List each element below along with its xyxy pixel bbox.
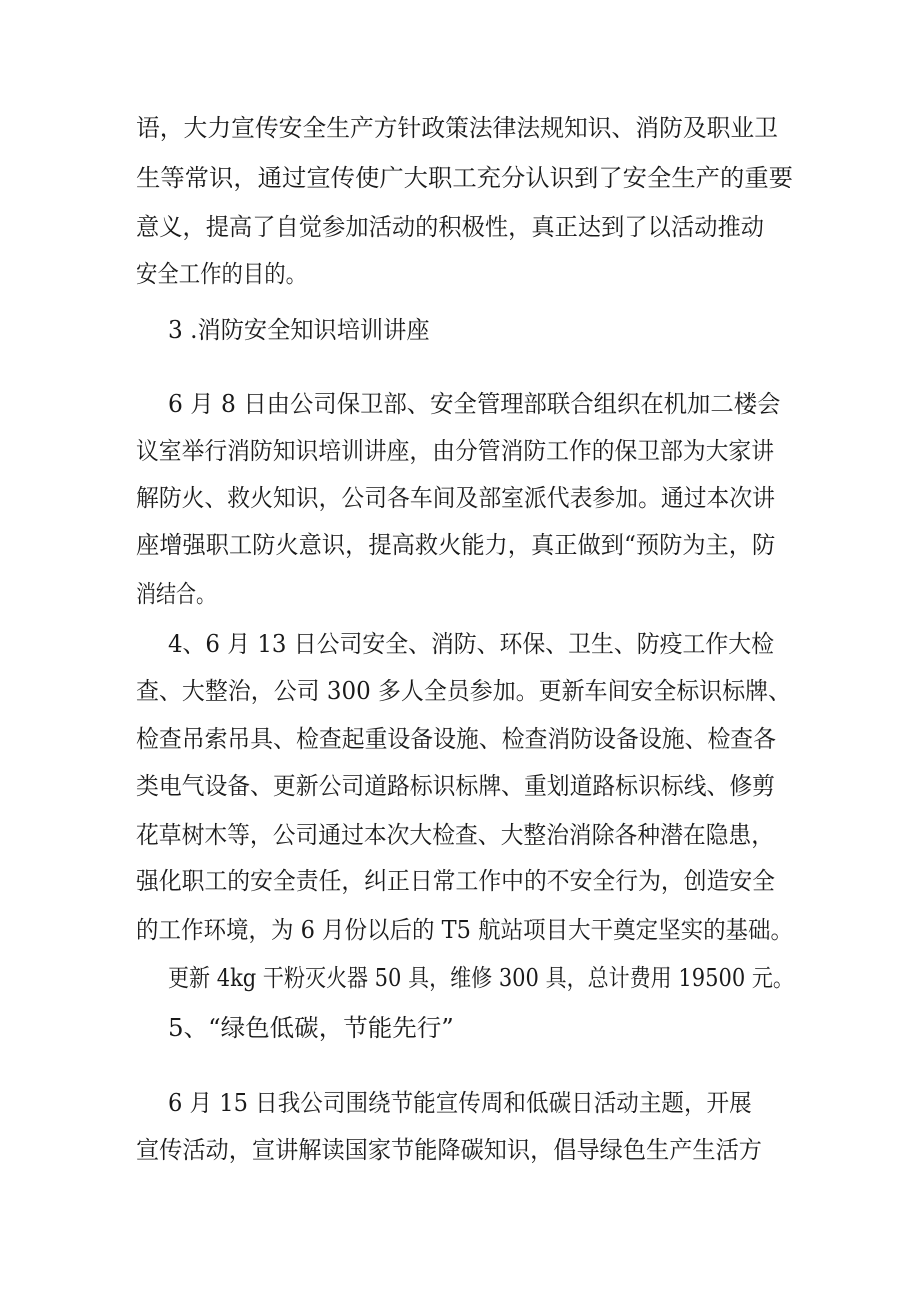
text-line: 查、大整治，公司 300 多人全员参加。更新车间安全标识标牌、 [136, 677, 792, 705]
text-line: 4、6 月 13 日公司安全、消防、环保、卫生、防疫工作大检 [168, 630, 774, 658]
text-line: 解防火、救火知识，公司各车间及部室派代表参加。通过本次讲 [136, 484, 776, 512]
text-line: 生等常识，通过宣传使广大职工充分认识到了安全生产的重要 [136, 164, 794, 192]
text-line: 强化职工的安全责任，纠正日常工作中的不安全行为，创造安全 [136, 867, 776, 895]
text-line: 的工作环境，为 6 月份以后的 T5 航站项目大干奠定坚实的基础。 [136, 916, 794, 944]
text-line: 座增强职工防火意识，提高救火能力，真正做到“预防为主，防 [136, 531, 776, 559]
text-line: 意义，提高了自觉参加活动的积极性，真正达到了以活动推动 [136, 213, 764, 241]
text-line: 消结合。 [136, 580, 216, 608]
text-line: 议室举行消防知识培训讲座，由分管消防工作的保卫部为大家讲 [136, 437, 774, 465]
text-line: 6 月 8 日由公司保卫部、安全管理部联合组织在机加二楼会 [168, 390, 781, 418]
section-heading: 3 .消防安全知识培训讲座 [168, 316, 430, 344]
text-line: 宣传活动，宣讲解读国家节能降碳知识，倡导绿色生产生活方 [136, 1136, 762, 1164]
text-line: 检查吊索吊具、检查起重设备设施、检查消防设备设施、检查各 [136, 725, 777, 753]
section-heading: 5、“绿色低碳，节能先行” [168, 1014, 454, 1042]
text-line: 安全工作的目的。 [136, 260, 307, 288]
text-line: 花草树木等，公司通过本次大检查、大整治消除各种潜在隐患， [136, 821, 774, 849]
text-line: 类电气设备、更新公司道路标识标牌、重划道路标识标线、修剪 [136, 772, 776, 800]
text-line: 更新 4kg 干粉灭火器 50 具，维修 300 具，总计费用 19500 元。 [168, 964, 794, 992]
text-line: 6 月 15 日我公司围绕节能宣传周和低碳日活动主题，开展 [168, 1089, 752, 1117]
text-line: 语，大力宣传安全生产方针政策法律法规知识、消防及职业卫 [136, 114, 778, 142]
